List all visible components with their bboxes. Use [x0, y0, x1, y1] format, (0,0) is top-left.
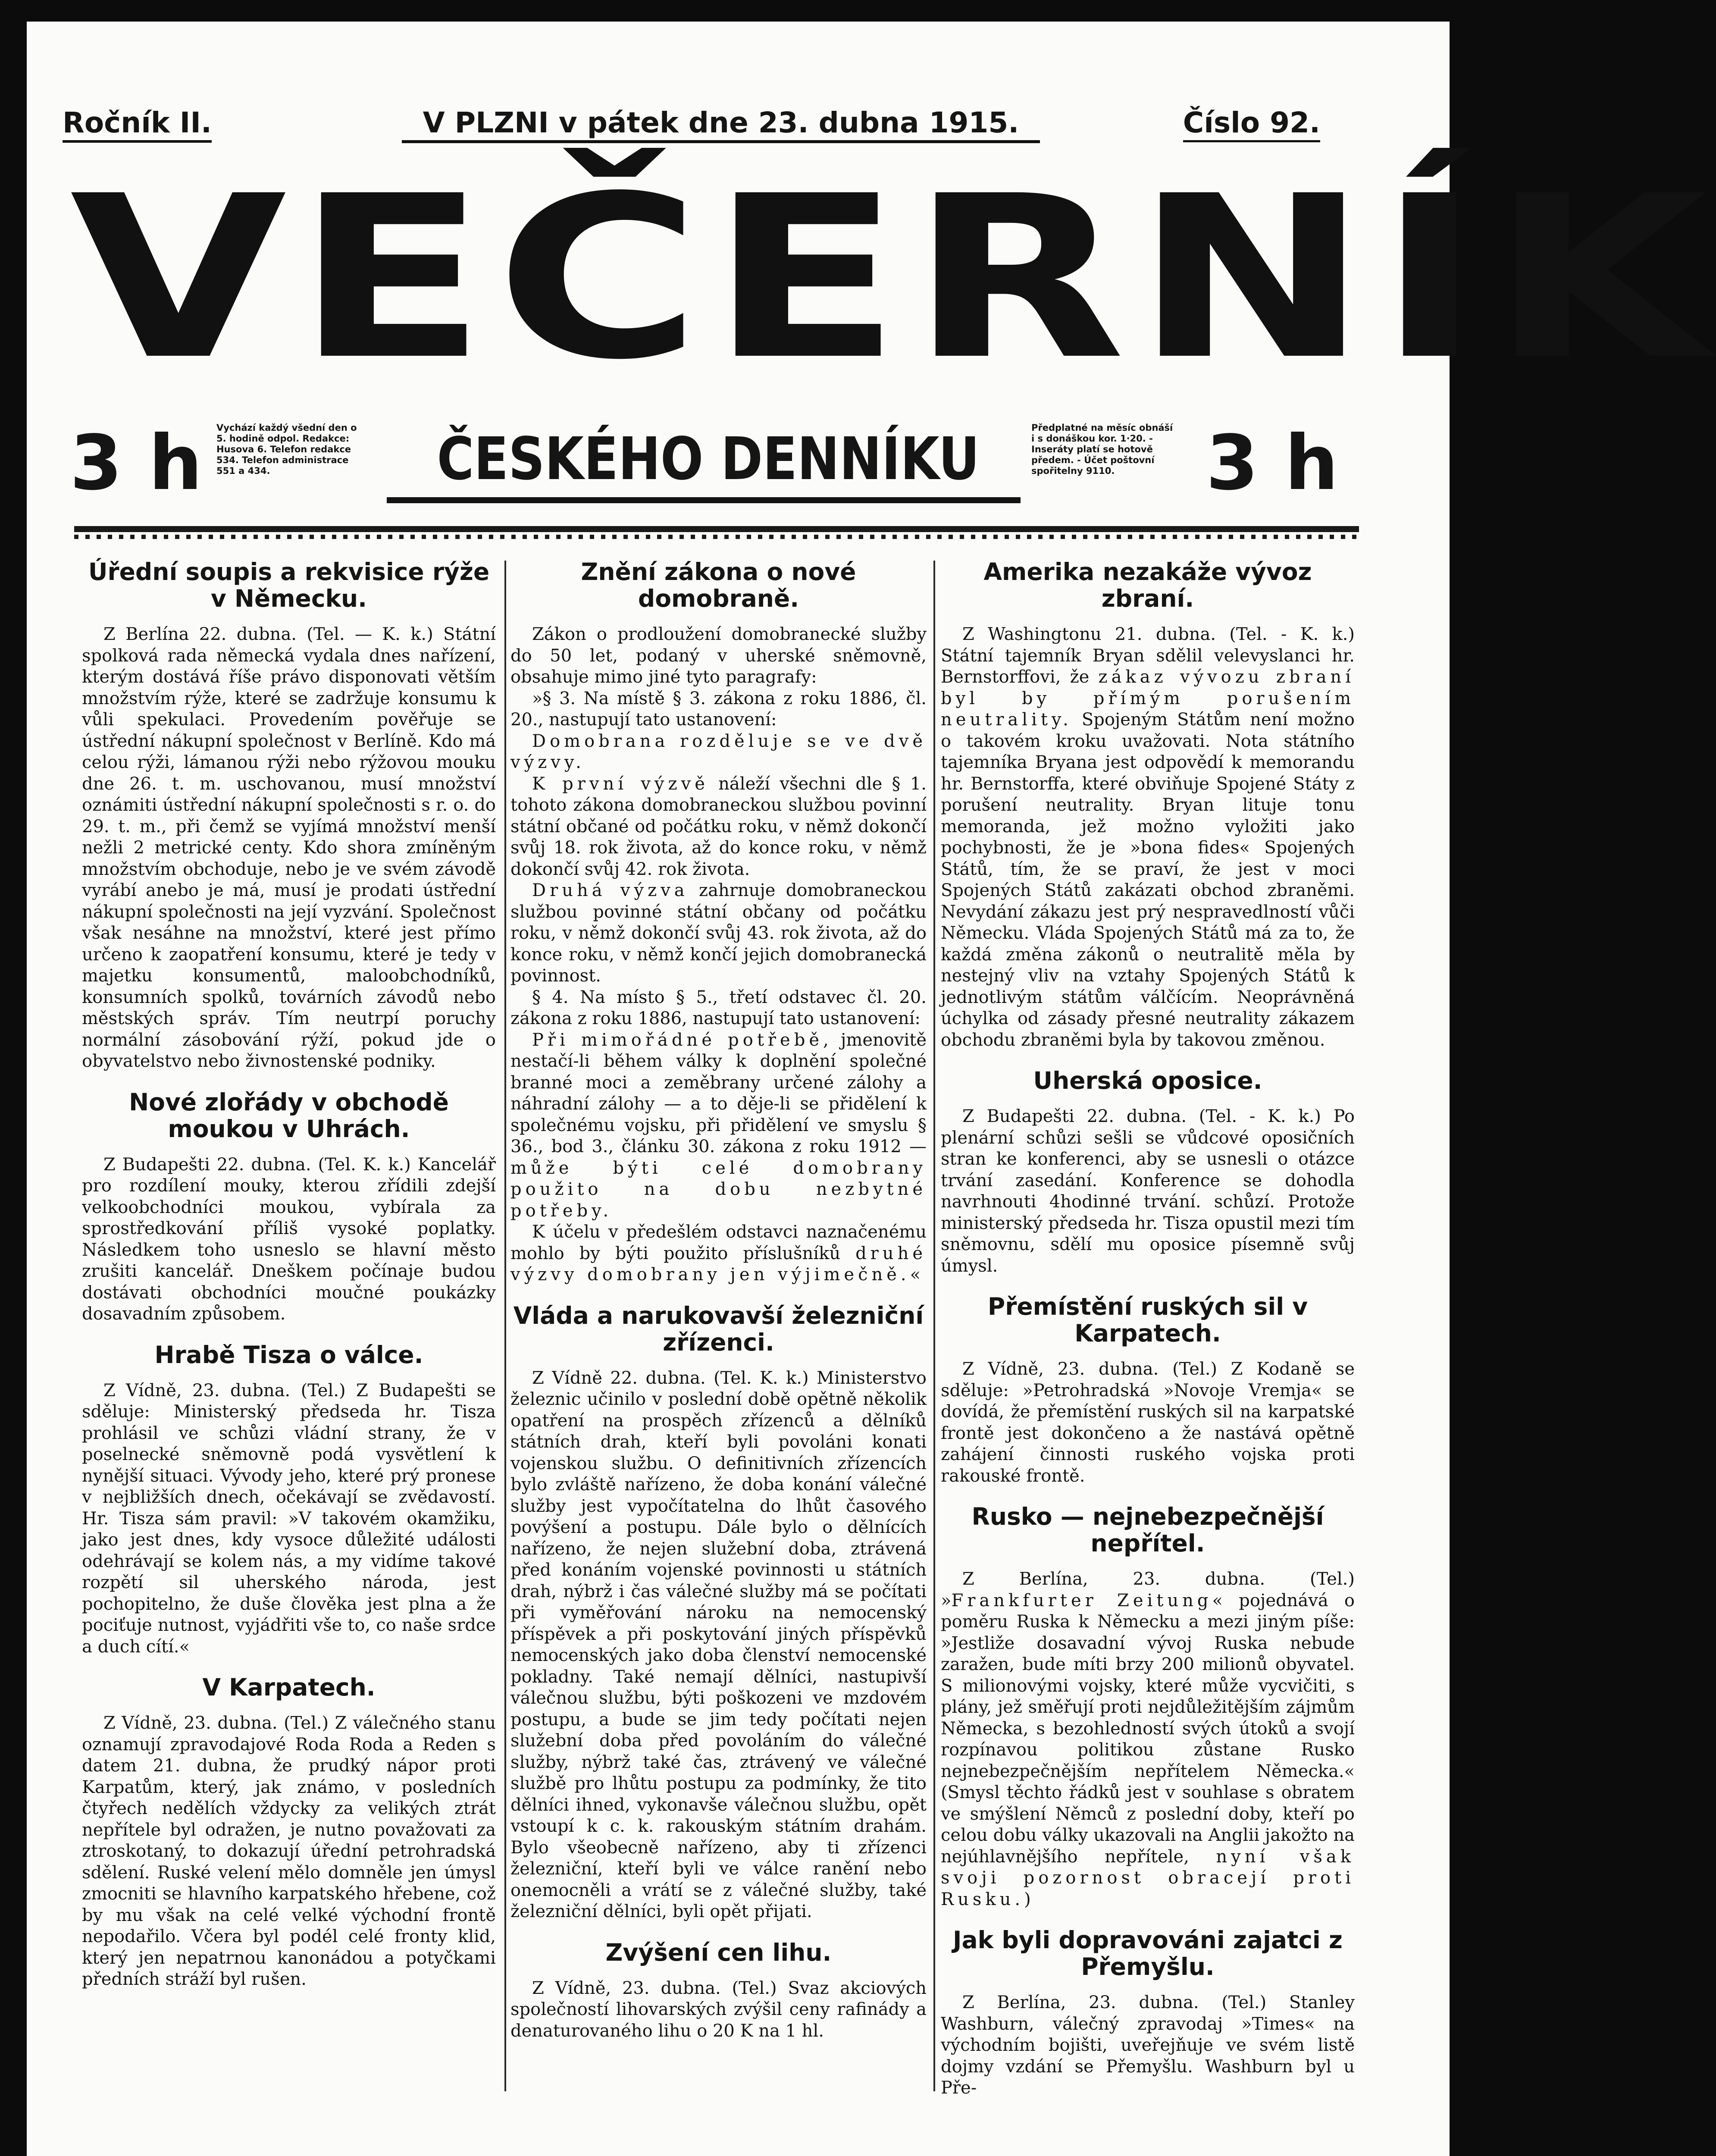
paragraph: Z Vídně, 23. dubna. (Tel.) Z Kodaně se sděluje: »Petrohradská »Novoje Vremja« se dovídá, že přemístění ruských sil na karpatské frontě jest dokončeno a že nastává opětně zahájení činnosti ruského vojska proti rakouské frontě.: [941, 1359, 1355, 1486]
spaced-text: K první výzvě: [532, 774, 709, 794]
paragraph: Z Vídně, 23. dubna. (Tel.) Svaz akciových společností lihovarských zvýšil ceny rafinády a denaturovaného lihu o 20 K na 1 hl.: [510, 1978, 927, 2041]
article-headline: Jak byli dopravováni zajatci z Přemyšlu.: [953, 1926, 1343, 1981]
paragraph: Zákon o prodloužení domobranecké služby do 50 let, podaný v uherské sněmovně, obsahuje mimo jiné tyto paragrafy:: [510, 624, 927, 687]
paragraph: [510, 1030, 927, 1222]
subtitle-rule: [387, 497, 1021, 503]
spaced-text: nyní však svoji pozornost obracejí proti Rusku.: [941, 1846, 1355, 1909]
text: zahrnuje domobraneckou službou povinné státní občany od počátku roku, v němž dokončí svůj 43. rok života, až do konce roku, v němž končí jejich domobranecká povinnost.: [510, 881, 927, 986]
text: Z Washingtonu 21. dubna. (Tel. - K. k.) Státní tajemník Bryan sdělil velevyslanci hr. Bernstorffovi, že: [941, 624, 1355, 687]
dateline: V PLZNI v pátek dne 23. dubna 1915.: [402, 106, 1040, 143]
article-headline: Amerika nezakáže vývoz zbraní.: [983, 558, 1312, 612]
article-headline: Rusko — nejnebezpečnější nepřítel.: [971, 1503, 1324, 1557]
paragraph: Z Berlína, 23. dubna. (Tel.) Stanley Washburn, válečný zpravodaj »Times« na východním bojišti, uveřejňuje ve svém listě dojmy vzdání se Přemyšlu. Washburn byl u Pře-: [941, 1993, 1355, 2098]
text: « pojednává o poměru Ruska k Německu a mezi jiným píše: »Jestliže dosavadní vývoj Ruska nebude zaražen, bude míti brzy 200 milionů obyvatel. S milionovými vojsky, které může vycvičiti, s plány, jež směřují proti nejdůležitějším zájmům Německa, s bezohledností svých útoků a svojí rozpínavou politikou zůstane Rusko nejnebezpečnějším nepřítelem Německa.« (Smysl těchto řádků jest v souhlase s obratem ve smýšlení Němců z poslední doby, kteří po celou dobu války ukazovali na Anglii jakožto na nejúhlavnějšího nepřítele,: [941, 1590, 1355, 1867]
paragraph: [941, 1569, 1355, 1910]
article-headline: Zvýšení cen lihu.: [605, 1938, 832, 1966]
article-headline: Nové zlořády v obchodě moukou v Uhrách.: [129, 1088, 449, 1143]
subscription-info: Předplatné na měsíc obnáší i s donáškou kor. 1·20. - Inseráty platí se hotově předem. - Účet poštovní spořitelny 9110.: [1031, 423, 1173, 476]
price-left: 3 h: [70, 420, 203, 507]
article-body: [941, 1359, 1355, 1487]
masthead-title: VEČERNÍK: [70, 147, 1716, 409]
paragraph: [510, 880, 927, 987]
newspaper-page: [27, 22, 1716, 2156]
article-body: [510, 1368, 927, 1923]
article-body: [82, 624, 496, 1072]
text: ): [1024, 1889, 1031, 1909]
paragraph: Z Vídně, 23. dubna. (Tel.) Z válečného stanu oznamují zpravodajové Roda Roda a Reden s datem 21. dubna, že prudký nápor proti Karpatům, který, jak známo, v posledních čtyřech nedělích vždycky za velikých ztrát nepřítele byl odražen, je nutno považovati za ztroskotaný, to dokazují úřední petrohradská sdělení. Ruské velení mělo domněle jen úmysl zmocniti se hlavního karpatského hřebene, což by mu však na celé velké východní frontě nepodařilo. Včera byl podél celé fronty klid, který jen nepatrnou kanonádou a potyčkami předních stráží byl rušen.: [82, 1713, 496, 1989]
paragraph: Domobrana rozděluje se ve dvě výzvy.: [510, 731, 927, 772]
paragraph: »§ 3. Na místě § 3. zákona z roku 1886, čl. 20., nastupují tato ustanovení:: [510, 688, 927, 730]
header-rule: [74, 526, 1359, 532]
article-headline: Hrabě Tisza o válce.: [154, 1341, 423, 1369]
header-rule-dots: [74, 535, 1359, 539]
spaced-text: Druhá výzva: [532, 881, 689, 900]
article-headline: Přemístění ruských sil v Karpatech.: [987, 1293, 1308, 1347]
column-left: [82, 558, 496, 2007]
year-label: Ročník II.: [63, 106, 212, 143]
article-headline: Uherská oposice.: [1033, 1067, 1262, 1094]
spaced-text: může býti celé domobrany použito na dobu nezbytné potřeby.: [510, 1158, 927, 1221]
article-body: [82, 1154, 496, 1325]
text: Spojeným Státům není možno o takovém kroku uvažovati. Nota státního tajemníka Bryana jest odpovědí k memorandu hr. Bernstorffa, které obviňuje Spojené Státy z porušení neutrality. Bryan lituje tonu memoranda, jež možno vyložiti jako pochybnosti, že je »bona fides« Spojených Států, tím, že se praví, že jest v moci Spojených Států zakázati obchod zbraněmi. Nevydání zákazu jest prý nespravedlností vůči Německu. Vláda Spojených Států má za to, že každá změna zákonů o neutralitě měla by nestejný vliv na vztahy Spojených Států k jednotlivým státům válčícím. Neoprávněná úchylka od zásady přesné neutrality zákazem obchodu zbraněmi byla by takovou změnou.: [941, 710, 1355, 1050]
paragraph: [510, 774, 927, 881]
paragraph: § 4. Na místo § 5., třetí odstavec čl. 20. zákona z roku 1886, nastupují tato ustanovení:: [510, 987, 927, 1028]
article-body: [941, 1992, 1355, 2099]
column-divider: [933, 561, 935, 2091]
spaced-text: zákaz vývozu zbraní byl by přímým porušením neutrality.: [941, 667, 1355, 730]
article-headline: Úřední soupis a rekvisice rýže v Německu.: [88, 558, 490, 612]
paragraph: Z Vídně 22. dubna. (Tel. K. k.) Ministerstvo železnic učinilo v poslední době opětně několik opatření na prospěch zřízenců a dělníků státních drah, kteří byli povoláni konati vojenskou službu. O definitivních zřízencích bylo zvláště nařízeno, že doba konání válečné služby jest vypočítatelna do lhůt časového povýšení a postupu. Dále bylo o dělnících nařízeno, že nejen služební doba, ztrávená před konáním vojenské povinnosti u státních drah, nýbrž i čas válečné služby má se počítati při vyměřování nároku na nemocenský příspěvek a při poskytování jiných příspěvků nemocenských jako doba členství nemocenské pokladny. Také nemají dělníci, nastupivší válečnou službu, býti poškozeni ve mzdovém postupu, a bude se jim tedy počítati nejen služební doba před povoláním do válečné služby, nýbrž také čas, ztrávený ve válečné službě pro lhůtu postupu za podmínky, že tito dělníci ihned, vykonavše válečnou službu, opět vstoupí k c. k. rakouským státním drahám. Bylo všeobecně nařízeno, aby ti zřízenci železniční, kteří byli ve válce ranění nebo onemocněli a vrátí se z válečné služby, také železniční dělníci, byli opět přijati.: [510, 1368, 927, 1921]
publication-info: Vychází každý všední den o 5. hodině odpol. Redakce: Husova 6. Telefon redakce 534. Telefon administrace 551 a 434.: [216, 423, 357, 476]
paragraph: Z Budapešti 22. dubna. (Tel. - K. k.) Po plenární schůzi sešli se vůdcové oposičních stran ke konferenci, aby se usnesli o otázce trvání zasedání. Konference se dohodla navrhnouti 4hodinné trvání. schůzí. Protože ministerský předseda hr. Tisza opustil mezi tím sněmovnu, sdělí mu oposice písemně svůj úmysl.: [941, 1106, 1355, 1276]
article-body: [941, 1569, 1355, 1910]
article-headline: Vláda a narukovavší železniční zřízenci.: [513, 1301, 924, 1356]
article-body: [82, 1713, 496, 1990]
article-body: [510, 1978, 927, 2042]
article-body: [510, 624, 927, 1286]
spaced-text: Frankfurter Zeitung: [951, 1590, 1212, 1611]
spaced-text: druhé výzvy domobrany jen výjimečně.«: [510, 1243, 927, 1285]
paragraph: Z Vídně, 23. dubna. (Tel.) Z Budapešti se sděluje: Ministerský předseda hr. Tisza prohlásil ve schůzi vládní strany, že v poselnecké sněmovně podá vysvětlení k nynější situaci. Vývody jeho, které prý pronese v nejbližších dnech, očekávají se zvědavostí. Hr. Tisza sám pravil: »V takovém okamžiku, jako jest dnes, kdy vysoce důležité události odehrávají se kolem nás, a my vidíme takové rozpětí sil uherského národa, jest pochopitelno, že duše člověka jest plna a že pociťuje nutnost, vyjádřiti vše to, co naše srdce a duch cítí.«: [82, 1380, 496, 1657]
article-body: [941, 624, 1355, 1051]
spaced-text: Při mimořádné potřebě,: [532, 1030, 833, 1050]
article-headline: Znění zákona o nové domobraně.: [581, 558, 856, 612]
paragraph: [941, 624, 1355, 1051]
issue-number: Číslo 92.: [1183, 106, 1320, 142]
column-middle: [510, 558, 927, 2058]
article-body: [82, 1380, 496, 1658]
paragraph: Z Budapešti 22. dubna. (Tel. K. k.) Kancelář pro rozdílení mouky, kterou zřídili zdejší velkoobchodníci moukou, vybírala za sprostředkování příliš vysoké poplatky. Následkem toho usneslo se hlavní město zrušiti kancelář. Dneškem počínaje budou dostávati obchodníci moučné poukázky dosavadním způsobem.: [82, 1154, 496, 1324]
column-divider: [504, 561, 506, 2091]
text: náleží všechni dle § 1. tohoto zákona domobraneckou službou povinní státní občané od počátku roku, v němž dokončí svůj 18. rok života, až do konce roku, v němž dokončí svůj 42. rok života.: [510, 774, 927, 879]
paragraph: [510, 1222, 927, 1286]
paragraph: Z Berlína 22. dubna. (Tel. — K. k.) Státní spolková rada německá vydala dnes nařízení, kterým dostává říše právo disponovati větším množstvím rýže, které se zadržuje konsumu k vůli spekulaci. Provedením pověřuje se ústřední nákupní společnost v Berlíně. Kdo má celou rýži, lámanou rýži nebo rýžovou mouku dne 26. t. m. uschovanou, musí množství oznámiti ústřední nákupní společnosti s r. o. do 29. t. m., při čemž se vyjímá množství menší nežli 2 metrické centy. Kdo shora zmíněným množstvím obchoduje, nebo je ve svém závodě vyrábí anebo je má, musí je prodati ústřední nákupní společnosti na její vyzvání. Společnost však nesáhne na množství, které jest přímo určeno k zaopatření konsumu, které je tedy v majetku konsumentů, maloobchodníků, konsumních spolků, továrních závodů nebo městských správ. Tím neutrpí poruchy normální zásobování rýží, pokud jde o obyvatelstvo nebo živnostenské podniky.: [82, 624, 496, 1071]
price-right: 3 h: [1206, 420, 1339, 507]
text: K účelu v předešlém odstavci naznačenému mohlo by býti použito příslušníků: [510, 1222, 927, 1263]
article-headline: V Karpatech.: [202, 1673, 376, 1701]
article-body: [941, 1106, 1355, 1277]
masthead-subtitle: ČESKÉHO DENNÍKU: [437, 425, 980, 493]
text: Z Berlína, 23. dubna. (Tel.) »: [941, 1569, 1355, 1611]
text: jmenovitě nestačí-li během války k doplnění společné branné moci a zeměbrany určené zálohy a náhradní zálohy — a to děje-li se přidělení k společnému vojsku, při přidělení ve smyslu § 36., bod 3., článku 30. zákona z roku 1912 —: [510, 1030, 927, 1156]
column-right: [941, 558, 1355, 2115]
